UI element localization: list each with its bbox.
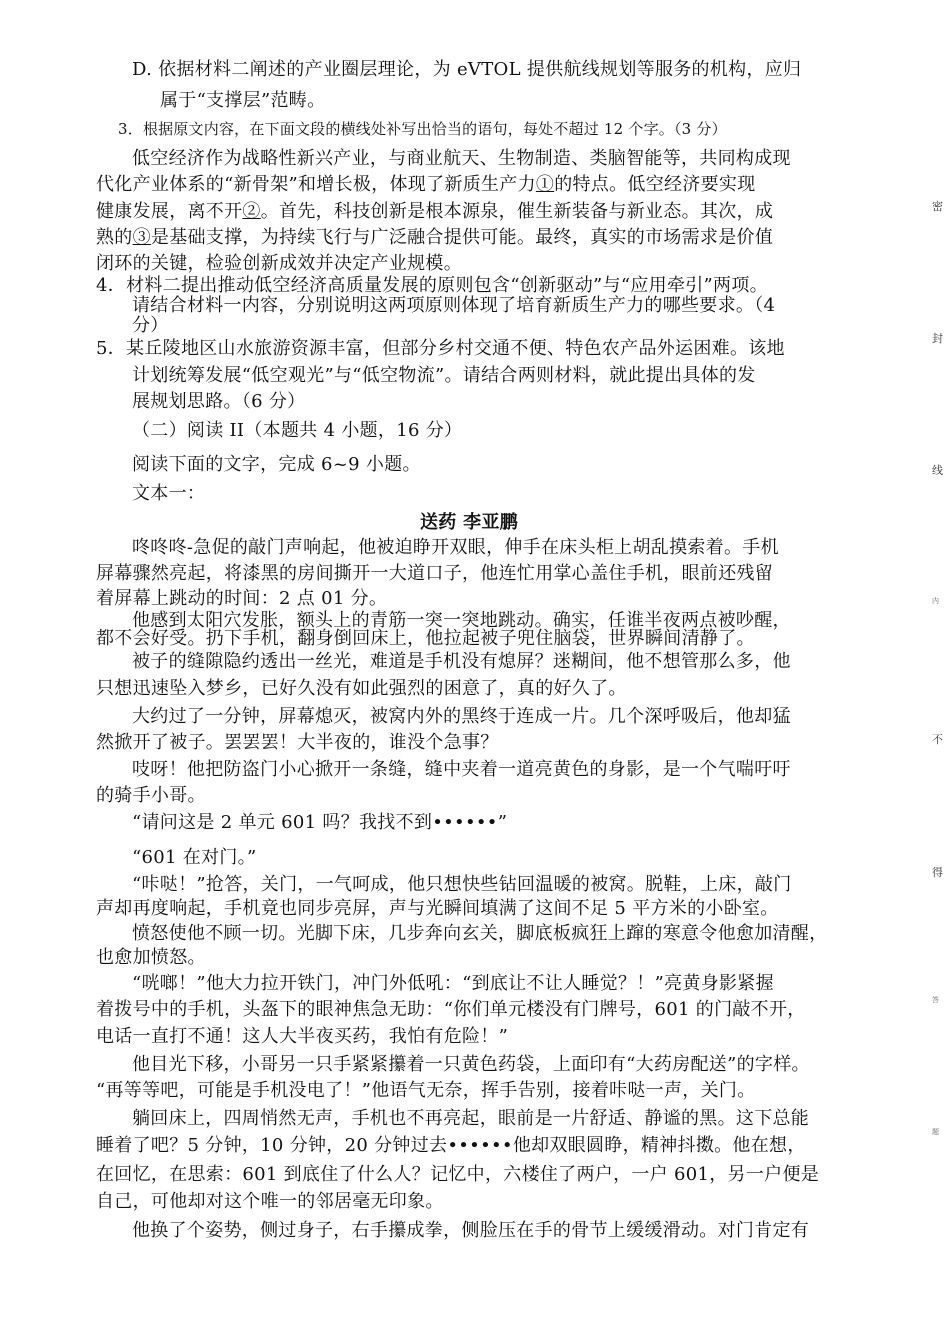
story-line: 咚咚咚-急促的敲门声响起，他被迫睁开双眼，伸手在床头柜上胡乱摸索着。手机 <box>132 537 779 558</box>
story-line: 在回忆，在思索：601 到底住了什么人？记忆中，六楼住了两户，一户 601，另一户便是 <box>96 1164 820 1185</box>
passage-line: 闭环的关键，检验创新成效并决定产业规模。 <box>96 253 462 274</box>
margin-mark: 内 <box>932 597 939 605</box>
passage-line: 低空经济作为战略性新兴产业，与商业航天、生物制造、类脑智能等，共同构成现 <box>132 148 791 169</box>
margin-mark: 题 <box>932 1128 939 1136</box>
story-line: “咔哒！”抢答，关门，一气呵成，他只想快些钻回温暖的被窝。脱鞋，上床，敲门 <box>132 874 792 895</box>
passage-line: 熟的③是基础支撑，为持续飞行与广泛融合提供可能。最终，真实的市场需求是价值 <box>96 227 774 248</box>
question-5-cont: 计划统筹发展“低空观光”与“低空物流”。请结合两则材料，就此提出具体的发 <box>132 365 756 386</box>
story-line: 吱呀！他把防盗门小心掀开一条缝，缝中夹着一道亮黄色的身影，是一个气喘吁吁 <box>132 759 791 780</box>
story-line: 然掀开了被子。罢罢罢！大半夜的，谁没个急事？ <box>96 732 499 753</box>
question-4: 4．材料二提出推动低空经济高质量发展的原则包含“创新驱动”与“应用牵引”两项。 <box>96 275 768 296</box>
story-line: 被子的缝隙隐约透出一丝光，难道是手机没有熄屏？迷糊间，他不想管那么多，他 <box>132 651 791 672</box>
margin-mark: 不 <box>932 733 943 746</box>
story-line: 只想迅速坠入梦乡，已好久没有如此强烈的困意了，真的好久了。 <box>96 678 627 699</box>
story-line: 他感到太阳穴发胀，额头上的青筋一突一突地跳动。确实，任谁半夜两点被吵醒， <box>132 610 791 631</box>
story-line: 愤怒使他不顾一切。光脚下床，几步奔向玄关，脚底板疯狂上蹿的寒意令他愈加清醒， <box>132 923 828 944</box>
margin-mark: 密 <box>932 200 943 213</box>
option-d-cont: 属于“支撑层”范畴。 <box>160 90 326 111</box>
story-line: “请问这是 2 单元 601 吗？我找不到••••••” <box>132 812 508 833</box>
story-line: “601 在对门。” <box>132 847 257 868</box>
story-line: 屏幕骤然亮起，将漆黑的房间撕开一大道口子，他连忙用掌心盖住手机，眼前还残留 <box>96 563 774 584</box>
story-line: 躺回床上，四周悄然无声，手机也不再亮起，眼前是一片舒适、静谧的黑。这下总能 <box>132 1108 810 1129</box>
story-title: 送药 李亚鹏 <box>420 512 519 533</box>
margin-mark: 线 <box>932 464 943 477</box>
text-label: 文本一： <box>132 483 206 504</box>
story-line: 他目光下移，小哥另一只手紧紧攥着一只黄色药袋，上面印有“大药房配送”的字样。 <box>132 1054 810 1075</box>
story-line: 着屏幕上跳动的时间：2 点 01 分。 <box>96 588 388 609</box>
option-d: D. 依据材料二阐述的产业圈层理论，为 eVTOL 提供航线规划等服务的机构，应归 <box>132 59 802 80</box>
margin-mark: 得 <box>932 866 943 879</box>
question-5-cont: 展规划思路。（6 分） <box>132 391 306 412</box>
question-4-cont: 分） <box>132 315 169 336</box>
question-3: 3．根据原文内容，在下面文段的横线处补写出恰当的语句，每处不超过 12 个字。（3 分） <box>118 120 727 138</box>
story-line: 着拨号中的手机，头盔下的眼神焦急无助：“你们单元楼没有门牌号，601 的门敲不开， <box>96 999 806 1020</box>
story-line: 电话一直打不通！这人大半夜买药，我怕有危险！” <box>96 1026 509 1047</box>
margin-mark: 答 <box>932 996 939 1004</box>
story-line: 睡着了吧？5 分钟，10 分钟，20 分钟过去••••••他却双眼圆睁，精神抖擞。他在想， <box>96 1135 806 1156</box>
story-line: 自己，可他却对这个唯一的邻居毫无印象。 <box>96 1191 444 1212</box>
story-line: “再等等吧，可能是手机没电了！”他语气无奈，挥手告别，接着咔哒一声，关门。 <box>96 1080 756 1101</box>
blank-1: ① <box>535 174 555 195</box>
story-line: 也愈加愤怒。 <box>96 947 206 968</box>
passage-line: 健康发展，离不开②。首先，科技创新是根本源泉，催生新装备与新业态。其次，成 <box>96 201 774 222</box>
margin-mark: 封 <box>932 332 943 345</box>
question-4-cont: 请结合材料一内容，分别说明这两项原则体现了培育新质生产力的哪些要求。（4 <box>132 295 776 316</box>
story-line: 大约过了一分钟，屏幕熄灭，被窝内外的黑终于连成一片。几个深呼吸后，他却猛 <box>132 706 791 727</box>
question-5: 5．某丘陵地区山水旅游资源丰富，但部分乡村交通不便、特色农产品外运困难。该地 <box>96 338 785 359</box>
story-line: 他换了个姿势，侧过身子，右手攥成拳，侧脸压在手的骨节上缓缓滑动。对门肯定有 <box>132 1220 810 1241</box>
blank-3: ③ <box>132 227 151 248</box>
passage-line: 代化产业体系的“新骨架”和增长极，体现了新质生产力①的特点。低空经济要实现 <box>96 174 756 195</box>
story-line: 声却再度响起，手机竟也同步亮屏，声与光瞬间填满了这间不足 5 平方米的小卧室。 <box>96 898 779 919</box>
story-line: 都不会好受。扔下手机，翻身倒回床上，他拉起被子兜住脑袋，世界瞬间清静了。 <box>96 628 755 649</box>
story-line: 的骑手小哥。 <box>96 785 206 806</box>
instruction: 阅读下面的文字，完成 6~9 小题。 <box>132 454 421 475</box>
section-heading: （二）阅读 II（本题共 4 小题，16 分） <box>132 420 463 441</box>
blank-2: ② <box>242 201 261 222</box>
story-line: “咣啷！”他大力拉开铁门，冲门外低吼：“到底让不让人睡觉？！”亮黄身影紧握 <box>132 973 774 994</box>
